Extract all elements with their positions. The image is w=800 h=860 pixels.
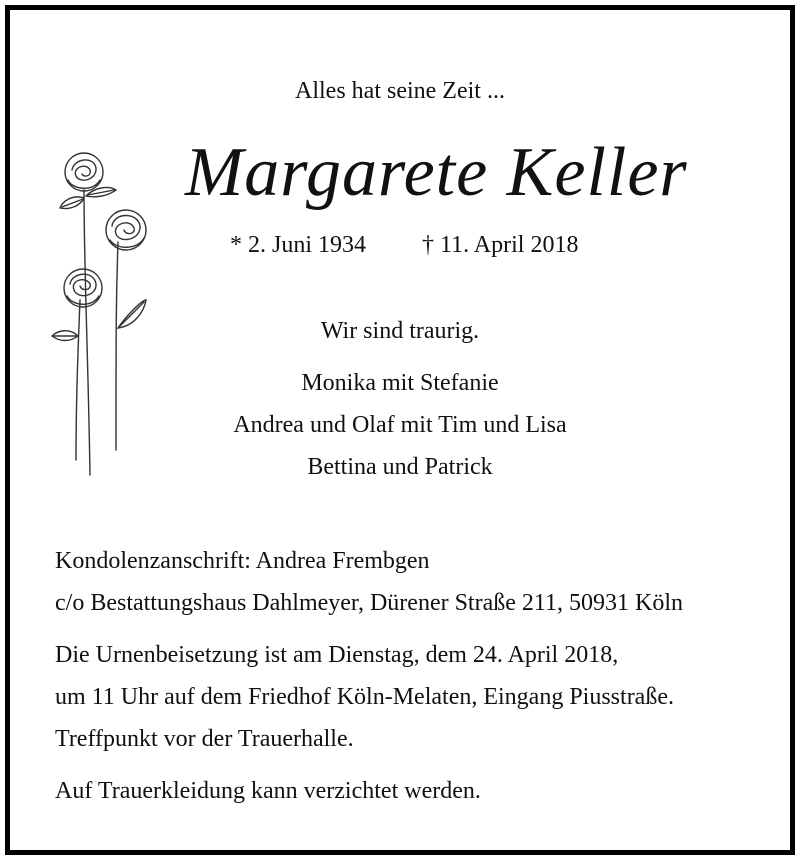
family-line: Monika mit Stefanie: [301, 370, 499, 396]
condolence-address-line: Kondolenzanschrift: Andrea Frembgen: [55, 548, 430, 574]
condolence-address-line: c/o Bestattungshaus Dahlmeyer, Dürener Straße 211, 50931 Köln: [55, 590, 684, 616]
burial-info-line: Treffpunkt vor der Trauerhalle.: [55, 726, 354, 752]
closing-note: Auf Trauerkleidung kann verzichtet werden.: [55, 778, 481, 804]
family-line: Andrea und Olaf mit Tim und Lisa: [233, 412, 567, 438]
burial-info-line: um 11 Uhr auf dem Friedhof Köln-Melaten, Eingang Piusstraße.: [55, 684, 674, 710]
burial-info-line: Die Urnenbeisetzung ist am Dienstag, dem 24. April 2018,: [55, 642, 619, 668]
sentiment-text: Wir sind traurig.: [320, 318, 480, 344]
family-line: Bettina und Patrick: [307, 454, 493, 480]
obituary-notice: [5, 5, 795, 855]
birth-date: * 2. Juni 1934: [230, 232, 367, 258]
death-date: † 11. April 2018: [422, 232, 579, 258]
motto-text: Alles hat seine Zeit ...: [295, 78, 505, 104]
deceased-name: Margarete Keller: [185, 134, 688, 211]
